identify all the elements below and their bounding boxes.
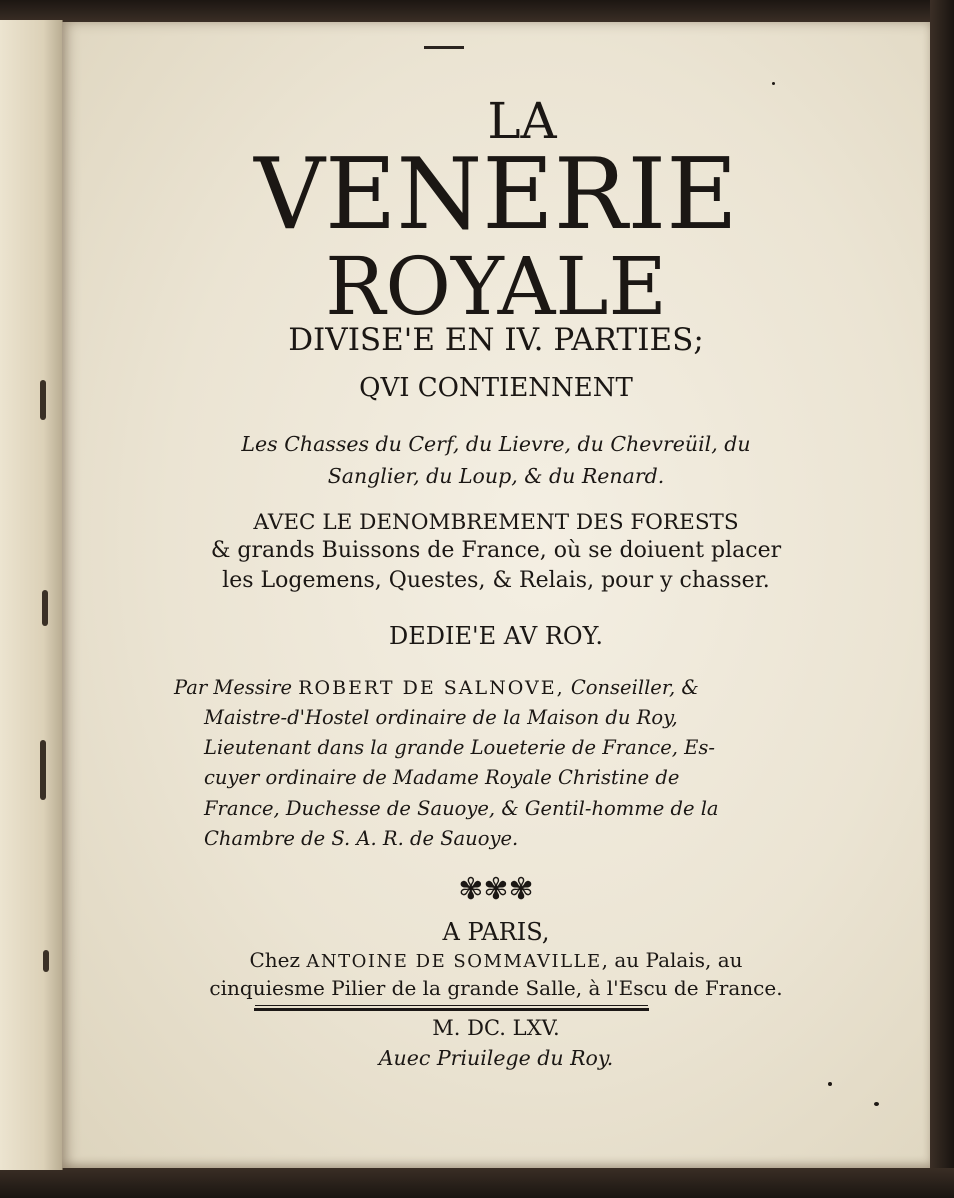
book-binding-right — [930, 0, 954, 1198]
author-line-5: France, Duchesse de Sauoye, & Gentil-homme de la — [204, 797, 719, 820]
binding-stitch — [40, 380, 46, 420]
book-binding-top — [0, 0, 954, 22]
author-line-2: Maistre-d'Hostel ordinaire de la Maison du Roy, — [204, 706, 678, 729]
subtitle-qui: QVI CONTIENNENT — [359, 373, 633, 403]
imprint-date: M. DC. LXV. — [432, 1016, 560, 1040]
privilege: Auec Priuilege du Roy. — [378, 1046, 614, 1070]
printers-ornament: ✾✾✾ — [458, 872, 534, 907]
author-name: ROBERT DE SALNOVE, — [298, 677, 565, 699]
imprint-location: , au Palais, au — [601, 948, 743, 972]
title-page — [62, 22, 930, 1168]
author-line-3: Lieutenant dans la grande Loueterie de France, Es- — [204, 736, 715, 759]
imprint-city: A PARIS, — [442, 918, 550, 946]
binding-stitch — [42, 590, 48, 626]
subtitle-divisee: DIVISE'E EN IV. PARTIES; — [288, 322, 704, 358]
facing-page-edge — [0, 20, 63, 1170]
imprint-chez: Chez — [249, 948, 301, 972]
binding-stitch — [43, 950, 49, 972]
binding-stitch — [40, 740, 46, 800]
author-line-6: Chambre de S. A. R. de Sauoye. — [204, 827, 519, 850]
author-line-4: cuyer ordinaire de Madame Royale Christine de — [204, 766, 680, 789]
book-binding-bottom — [0, 1168, 954, 1198]
ink-spot — [828, 1082, 832, 1086]
title-royale: ROYALE — [325, 240, 667, 333]
avec-heading: AVEC LE DENOMBREMENT DES FORESTS — [253, 510, 739, 535]
author-prefix: Par Messire — [174, 676, 293, 699]
author-title: Conseiller, & — [570, 676, 699, 699]
author-line-1 — [174, 676, 742, 699]
publisher-name: ANTOINE DE SOMMAVILLE — [306, 951, 602, 972]
top-rule — [424, 46, 464, 49]
title-la: LA — [487, 92, 557, 150]
dedication: DEDIE'E AV ROY. — [389, 622, 603, 650]
imprint-rule — [254, 1008, 649, 1011]
forests-line-3: les Logemens, Questes, & Relais, pour y chasser. — [222, 568, 770, 593]
imprint-address: cinquiesme Pilier de la grande Salle, à l'Escu de France. — [209, 976, 783, 1000]
ink-spot — [874, 1102, 879, 1106]
ink-spot — [772, 82, 775, 85]
chasses-line-2: Sanglier, du Loup, & du Renard. — [327, 464, 665, 488]
title-venerie: VENERIE — [254, 138, 738, 252]
forests-line-2: & grands Buissons de France, où se doiuent placer — [210, 538, 782, 563]
chasses-line-1: Les Chasses du Cerf, du Lievre, du Chevreüil, du — [241, 432, 751, 456]
imprint-publisher — [62, 948, 930, 972]
